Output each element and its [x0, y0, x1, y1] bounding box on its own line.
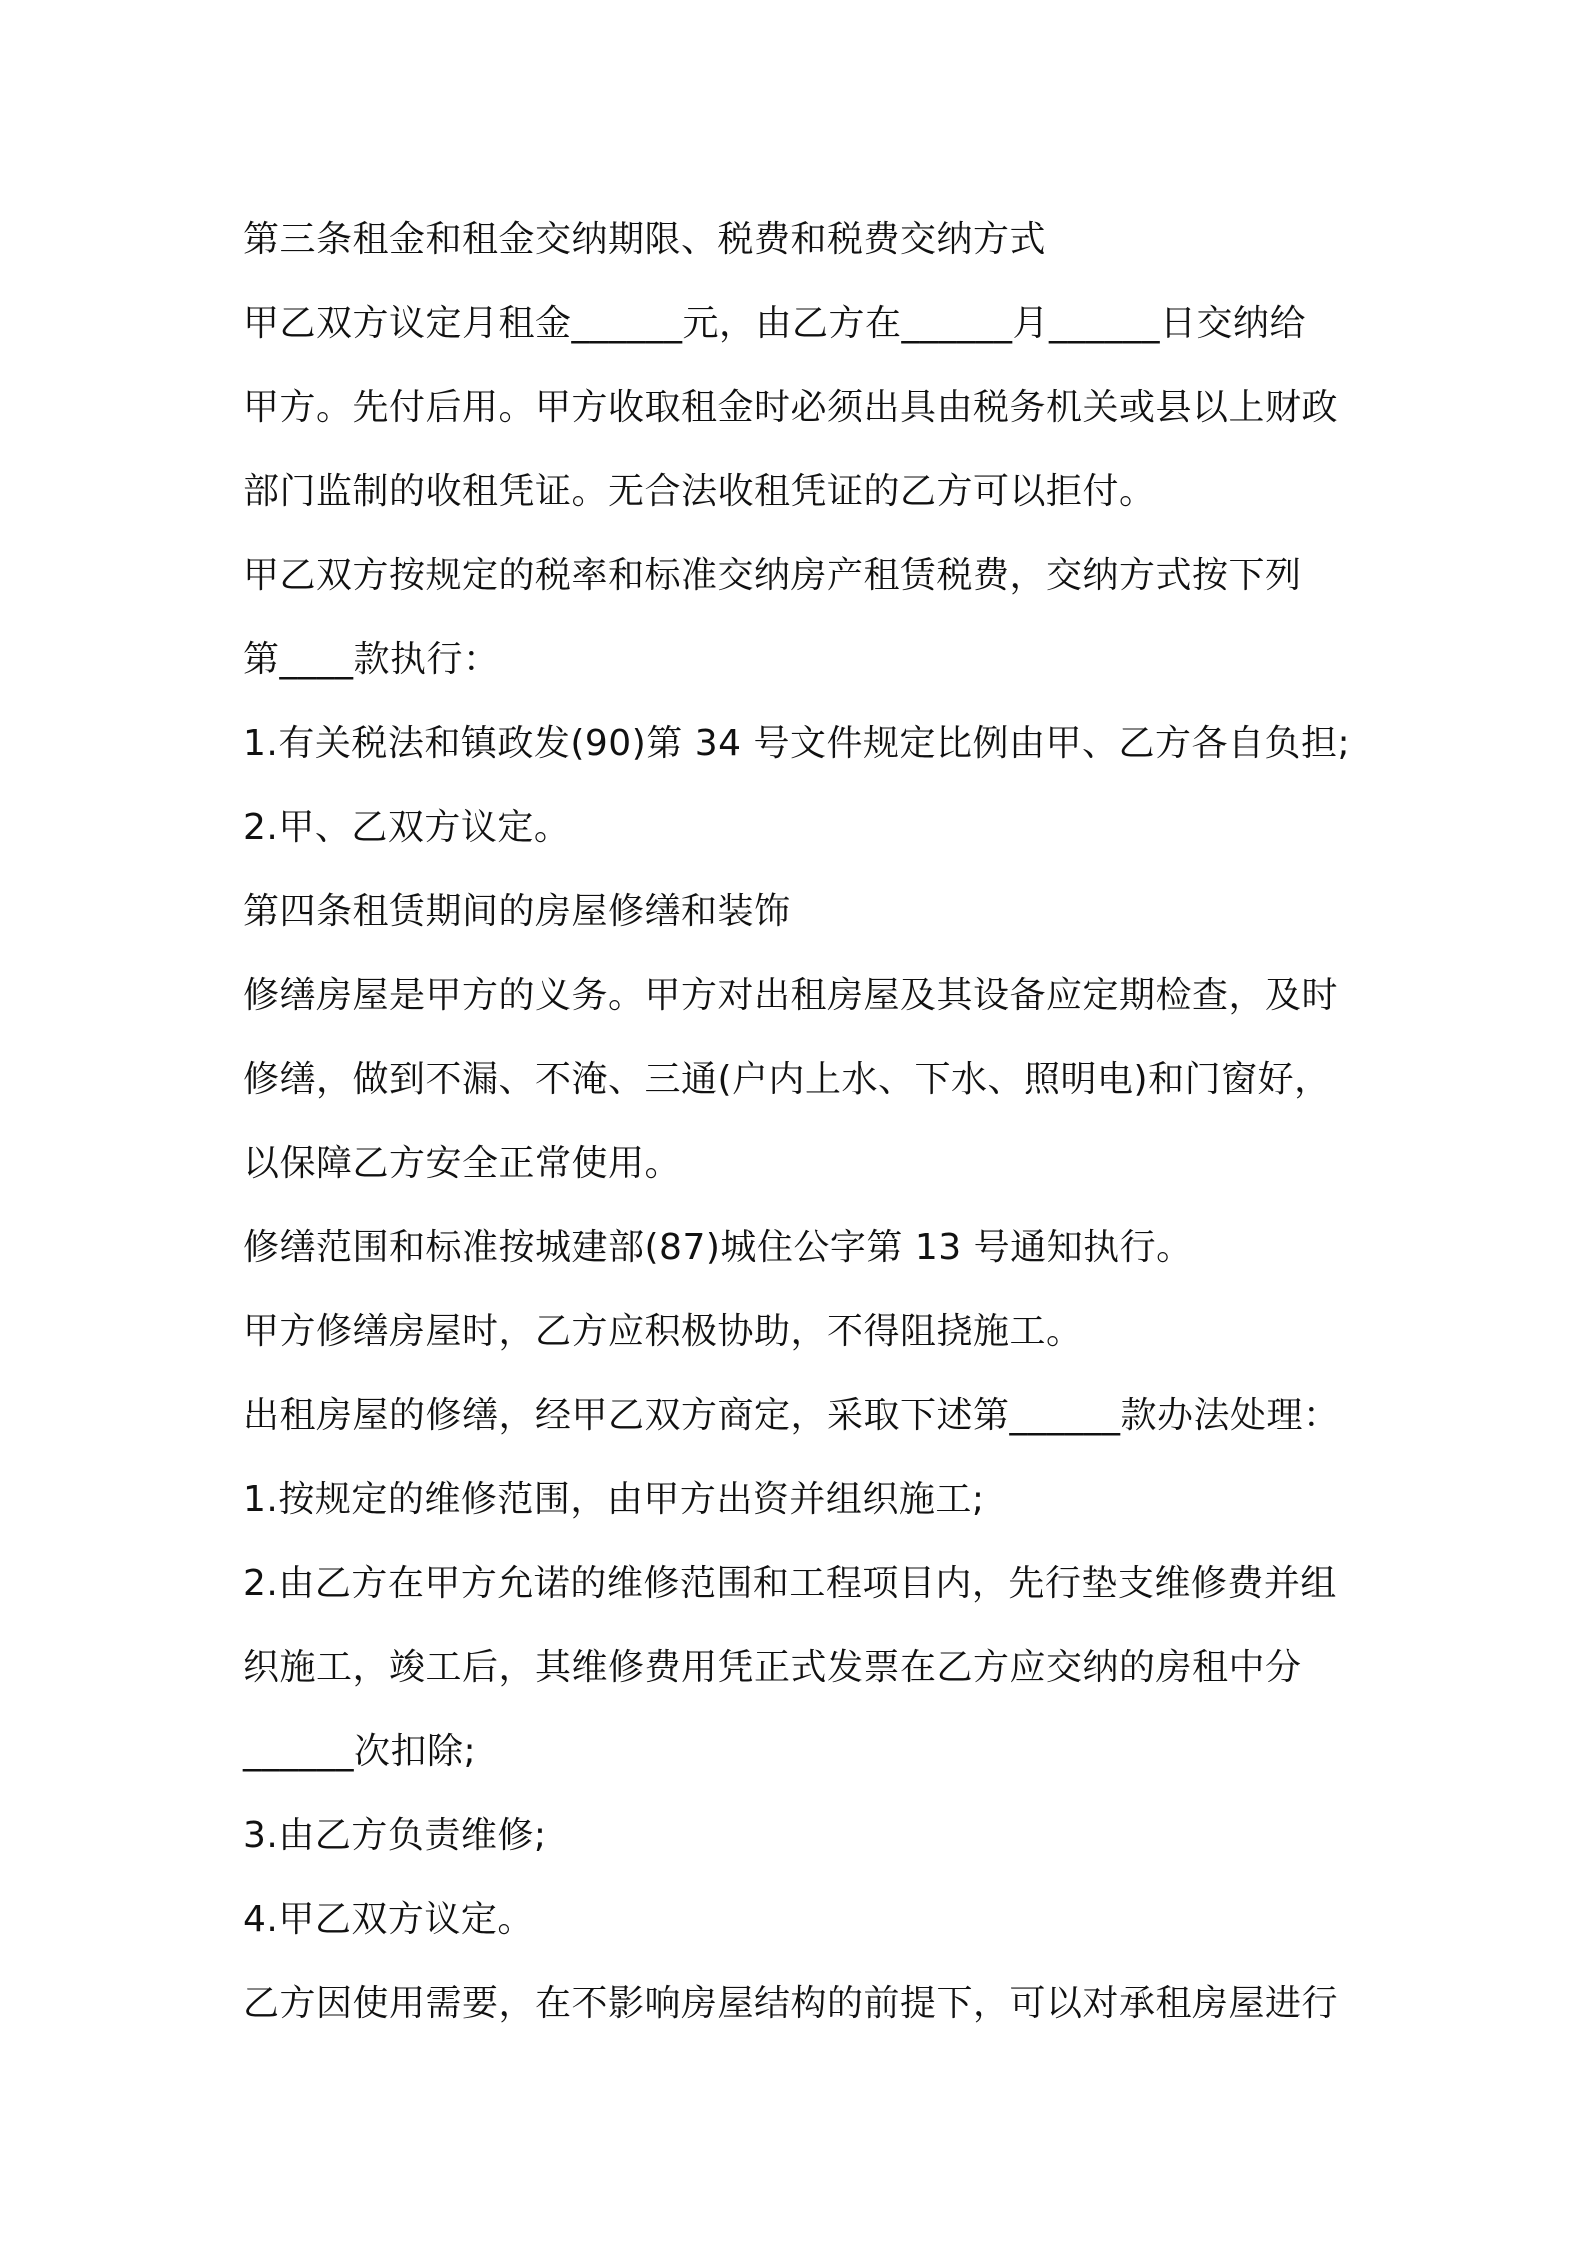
text-line: ______次扣除;	[243, 1731, 477, 1772]
text-line: 甲乙双方议定月租金______元，由乙方在______月______日交纳给	[243, 303, 1307, 344]
text-line: 以保障乙方安全正常使用。	[243, 1143, 682, 1184]
document-body	[243, 198, 1373, 2046]
text-line: 出租房屋的修缮，经甲乙双方商定，采取下述第______款办法处理：	[243, 1395, 1340, 1436]
text-line: 乙方因使用需要，在不影响房屋结构的前提下，可以对承租房屋进行	[243, 1983, 1339, 2024]
list-item: 1.有关税法和镇政发(90)第 34 号文件规定比例由甲、乙方各自负担;	[243, 723, 1351, 764]
list-item: 4.甲乙双方议定。	[243, 1899, 534, 1940]
text-line: 修缮房屋是甲方的义务。甲方对出租房屋及其设备应定期检查，及时	[243, 975, 1339, 1016]
article-3-heading: 第三条租金和租金交纳期限、税费和税费交纳方式	[243, 219, 1047, 260]
text-line: 甲方。先付后用。甲方收取租金时必须出具由税务机关或县以上财政	[243, 387, 1339, 428]
text-line: 部门监制的收租凭证。无合法收租凭证的乙方可以拒付。	[243, 471, 1156, 512]
list-item: 1.按规定的维修范围，由甲方出资并组织施工;	[243, 1479, 985, 1520]
text-line: 甲方修缮房屋时，乙方应积极协助，不得阻挠施工。	[243, 1311, 1083, 1352]
text-line: 甲乙双方按规定的税率和标准交纳房产租赁税费，交纳方式按下列	[243, 555, 1302, 596]
article-4-heading: 第四条租赁期间的房屋修缮和装饰	[243, 891, 791, 932]
text-line: 修缮，做到不漏、不淹、三通(户内上水、下水、照明电)和门窗好，	[243, 1059, 1331, 1100]
list-item: 2.甲、乙双方议定。	[243, 807, 571, 848]
text-line: 第____款执行：	[243, 639, 500, 680]
list-item: 3.由乙方负责维修;	[243, 1815, 547, 1856]
text-line: 修缮范围和标准按城建部(87)城住公字第 13 号通知执行。	[243, 1227, 1193, 1268]
text-line: 织施工，竣工后，其维修费用凭正式发票在乙方应交纳的房租中分	[243, 1647, 1302, 1688]
list-item: 2.由乙方在甲方允诺的维修范围和工程项目内，先行垫支维修费并组	[243, 1563, 1337, 1604]
